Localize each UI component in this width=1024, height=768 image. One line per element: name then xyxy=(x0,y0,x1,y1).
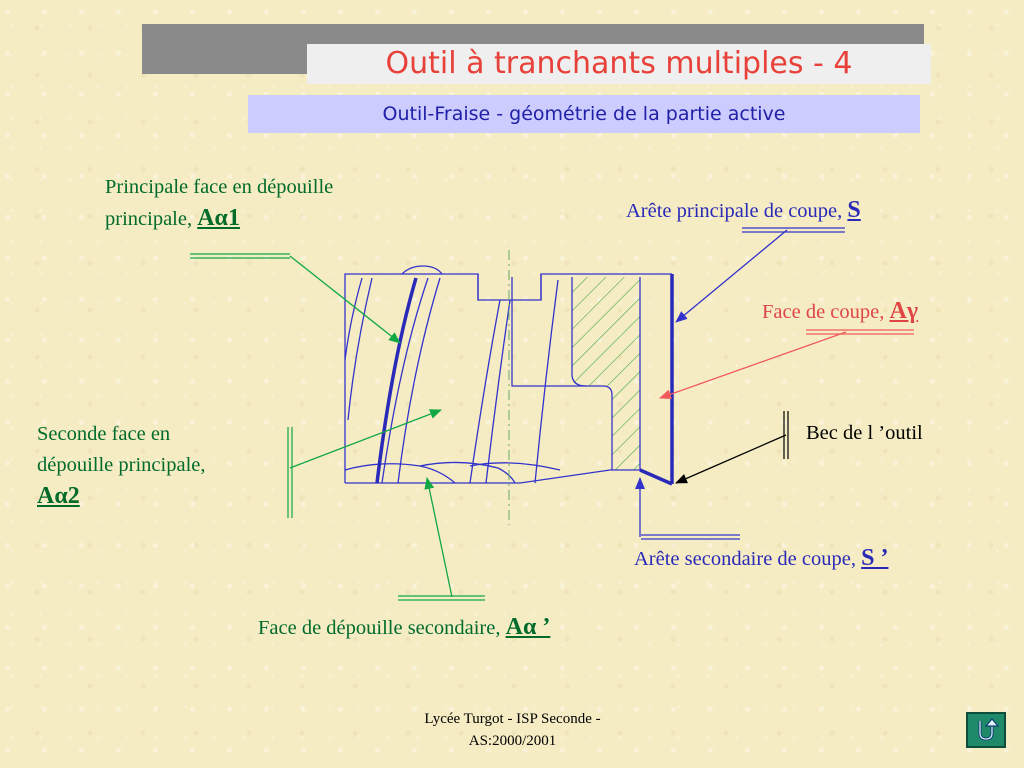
symbol-a-alpha-1: Aα1 xyxy=(197,205,240,231)
label-arete-secondaire: Arête secondaire de coupe, S ’ xyxy=(634,545,889,571)
label-bec-outil: Bec de l ’outil xyxy=(806,422,923,444)
label-seconde-face: Seconde face en dépouille principale, Aα2 xyxy=(37,423,206,509)
label-face-depouille-secondaire: Face de dépouille secondaire, Aα ’ xyxy=(258,614,551,640)
symbol-s-prime: S ’ xyxy=(861,545,889,571)
leader-face-depouille-secondaire xyxy=(398,478,485,600)
symbol-a-gamma: Aγ xyxy=(889,298,919,324)
main-cutting-edge xyxy=(377,278,416,483)
label-face-coupe: Face de coupe, Aγ xyxy=(762,298,919,324)
leader-arete-secondaire xyxy=(640,478,740,539)
leader-seconde xyxy=(288,410,441,518)
leader-principale xyxy=(190,254,400,343)
hatched-section xyxy=(572,277,640,470)
symbol-a-alpha-2: Aα2 xyxy=(37,483,80,509)
label-principale-face: Principale face en dépouille principale, Aα1 xyxy=(105,176,334,231)
page-subtitle: Outil-Fraise - géométrie de la partie active xyxy=(248,95,920,133)
return-button[interactable] xyxy=(966,712,1006,748)
leader-bec xyxy=(676,411,788,483)
symbol-a-alpha-prime: Aα ’ xyxy=(505,614,551,640)
symbol-s: S xyxy=(847,197,861,223)
page-title: Outil à tranchants multiples - 4 xyxy=(307,44,931,84)
secondary-cutting-edge-line xyxy=(640,470,672,484)
return-arrow-icon xyxy=(972,717,1000,743)
label-arete-principale: Arête principale de coupe, S xyxy=(626,197,861,223)
leader-face-coupe xyxy=(660,330,914,398)
footer-credit: Lycée Turgot - ISP Seconde - AS:2000/2001 xyxy=(424,711,601,749)
